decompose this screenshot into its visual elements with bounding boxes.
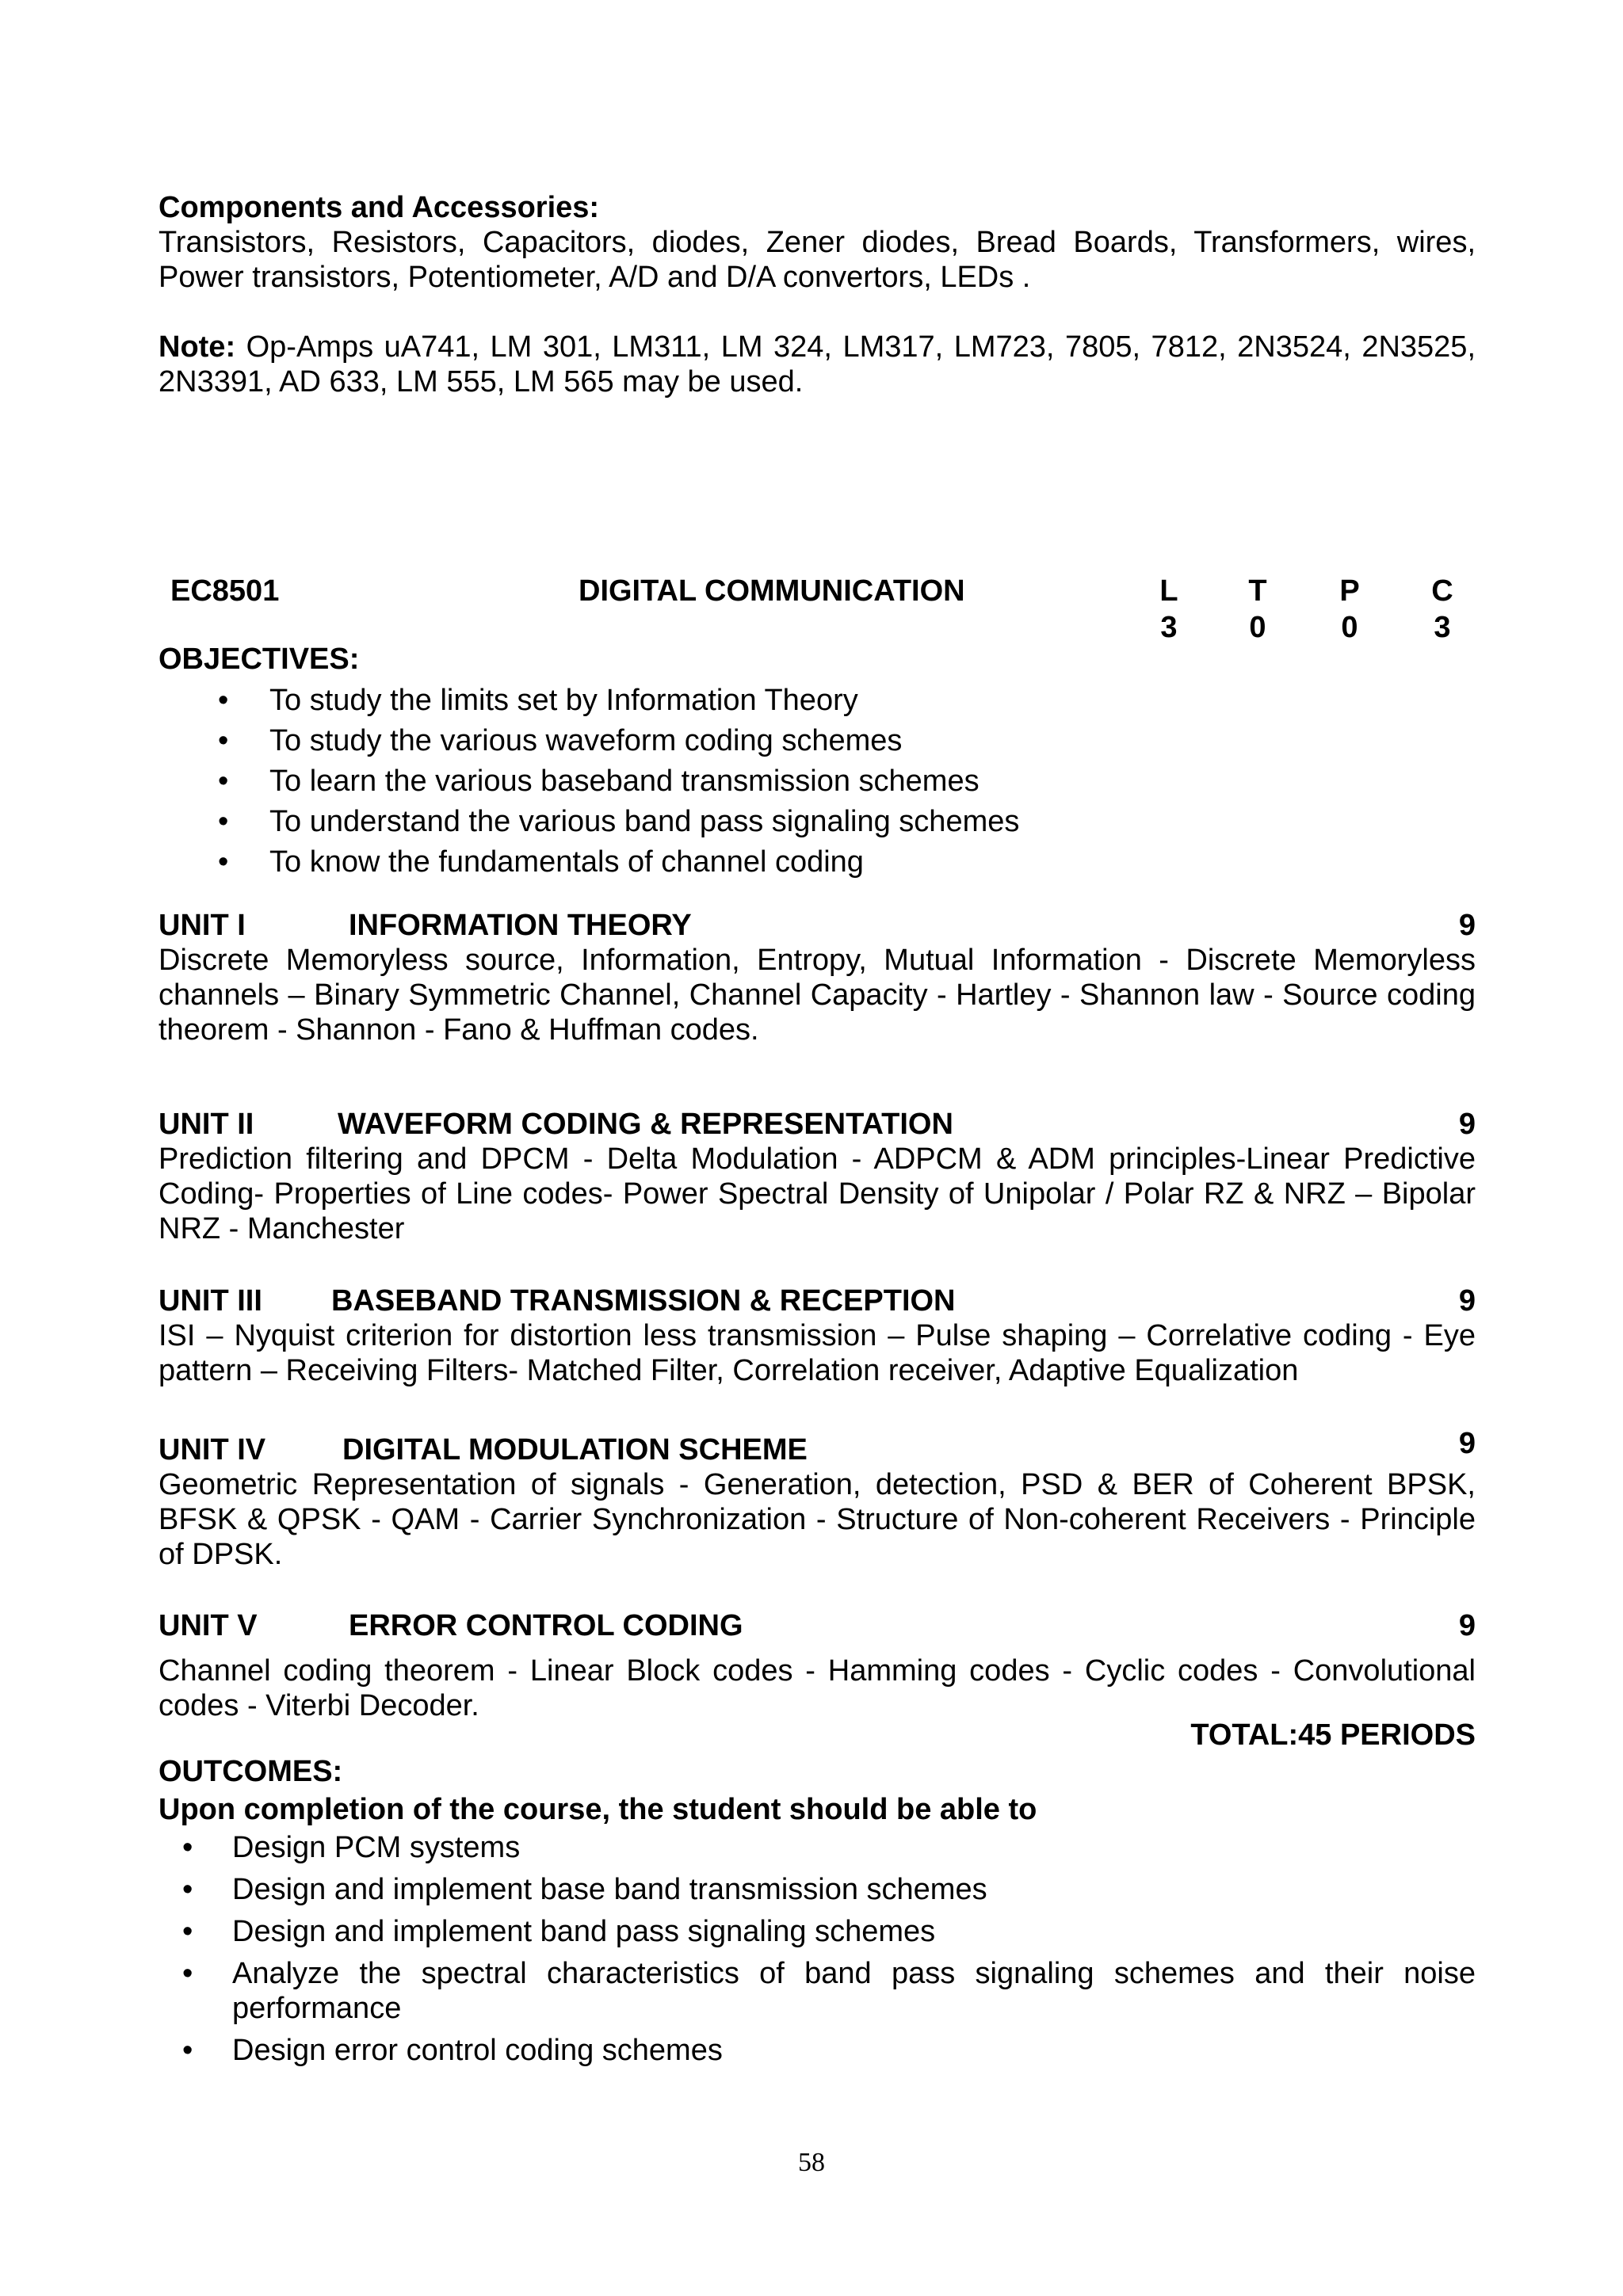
outcome-item: • Design error control coding schemes: [182, 2034, 723, 2067]
unit-number: UNIT III: [158, 1284, 262, 1318]
unit-title: INFORMATION THEORY: [349, 909, 692, 942]
unit-hours: 9: [1458, 1284, 1476, 1318]
objective-item: • To know the fundamentals of channel coding: [218, 845, 864, 879]
bullet-icon: •: [218, 684, 229, 717]
page-number: 58: [798, 2148, 825, 2177]
objective-item: • To learn the various baseband transmission schemes: [218, 765, 980, 798]
bullet-icon: •: [182, 1873, 193, 1906]
course-code: EC8501: [170, 574, 280, 608]
ltpc-value-t: 0: [1249, 611, 1266, 644]
components-section: [158, 190, 1476, 295]
unit-hours: 9: [1458, 1108, 1476, 1141]
unit-number: UNIT V: [158, 1609, 258, 1642]
bullet-icon: •: [182, 2034, 193, 2067]
objective-item: • To understand the various band pass signaling schemes: [218, 805, 1020, 838]
objective-item: • To study the various waveform coding schemes: [218, 724, 903, 757]
ltpc-value-c: 3: [1434, 611, 1451, 644]
ltpc-header-t: T: [1248, 574, 1267, 608]
objectives-list: [158, 683, 1476, 885]
objectives-heading: OBJECTIVES:: [158, 643, 360, 676]
bullet-icon: •: [218, 765, 229, 798]
outcomes-heading: OUTCOMES:: [158, 1755, 343, 1788]
unit-content: Prediction filtering and DPCM - Delta Modulation - ADPCM & ADM principles-Linear Predictive Coding- Properties of Line codes- Power Spectral Density of Unipolar / Polar RZ & NRZ – Bipolar NRZ - Manchester: [158, 1142, 1476, 1245]
components-text: Transistors, Resistors, Capacitors, diodes, Zener diodes, Bread Boards, Transformers, wires, Power transistors, Potentiometer, A/D and D/A convertors, LEDs .: [158, 226, 1476, 294]
bullet-icon: •: [218, 805, 229, 838]
ltpc-value-p: 0: [1341, 611, 1358, 644]
unit-heading: [158, 1426, 1476, 1466]
course-title: DIGITAL COMMUNICATION: [579, 574, 965, 608]
total-periods: TOTAL:45 PERIODS: [1190, 1718, 1476, 1752]
unit-number: UNIT II: [158, 1108, 254, 1141]
unit-number: UNIT I: [158, 909, 246, 942]
unit-section: [158, 1426, 1476, 1572]
note-label: Note:: [158, 330, 236, 364]
unit-heading: [158, 908, 1476, 943]
ltpc-header-c: C: [1431, 574, 1453, 608]
unit-title: ERROR CONTROL CODING: [349, 1609, 743, 1642]
objective-item: • To study the limits set by Information Theory: [218, 684, 858, 717]
unit-content: Discrete Memoryless source, Information, Entropy, Mutual Information - Discrete Memoryless channels – Binary Symmetric Channel, Channel Capacity - Hartley - Shannon law - Source coding theorem - Shannon - Fano & Huffman codes.: [158, 944, 1476, 1047]
unit-number: UNIT IV: [158, 1433, 266, 1466]
bullet-icon: •: [182, 1915, 193, 1948]
outcomes-list: [158, 1830, 1476, 2068]
bullet-icon: •: [218, 845, 229, 879]
outcome-item: • Design PCM systems: [182, 1831, 521, 1864]
unit-title: WAVEFORM CODING & REPRESENTATION: [338, 1108, 953, 1141]
unit-heading: [158, 1608, 1476, 1643]
unit-content: Geometric Representation of signals - Generation, detection, PSD & BER of Coherent BPSK, BFSK & QPSK - QAM - Carrier Synchronization - Structure of Non-coherent Receivers - Principle of DPSK.: [158, 1468, 1476, 1571]
unit-title: BASEBAND TRANSMISSION & RECEPTION: [331, 1284, 956, 1318]
note-section: [158, 330, 1476, 399]
outcomes-subheading: Upon completion of the course, the student should be able to: [158, 1793, 1037, 1826]
outcome-item: • Design and implement base band transmission schemes: [182, 1873, 987, 1906]
unit-section: [158, 908, 1476, 1047]
outcome-item: • Design and implement band pass signaling schemes: [182, 1915, 936, 1948]
unit-content: ISI – Nyquist criterion for distortion less transmission – Pulse shaping – Correlative coding - Eye pattern – Receiving Filters- Matched Filter, Correlation receiver, Adaptive Equalization: [158, 1319, 1476, 1387]
ltpc-header-p: P: [1339, 574, 1360, 608]
unit-content: Channel coding theorem - Linear Block codes - Hamming codes - Cyclic codes - Convolutional codes - Viterbi Decoder.: [158, 1654, 1476, 1722]
unit-heading: [158, 1283, 1476, 1318]
note-text: Op-Amps uA741, LM 301, LM311, LM 324, LM317, LM723, 7805, 7812, 2N3524, 2N3525, 2N3391, AD 633, LM 555, LM 565 may be used.: [158, 330, 1476, 399]
bullet-icon: •: [182, 1957, 193, 1990]
objectives-section: [158, 642, 1476, 885]
unit-section: [158, 1107, 1476, 1246]
outcomes-section: [158, 1754, 1476, 2075]
ltpc-header-l: L: [1159, 574, 1178, 608]
bullet-icon: •: [218, 724, 229, 757]
unit-section: [158, 1608, 1476, 1723]
bullet-icon: •: [182, 1831, 193, 1864]
unit-heading: [158, 1107, 1476, 1142]
ltpc-value-l: 3: [1160, 611, 1178, 644]
components-heading: Components and Accessories:: [158, 191, 600, 224]
unit-hours: 9: [1458, 909, 1476, 942]
unit-hours: 9: [1458, 1427, 1476, 1460]
unit-section: [158, 1283, 1476, 1388]
unit-title: DIGITAL MODULATION SCHEME: [342, 1433, 808, 1466]
outcome-item: • Analyze the spectral characteristics of band pass signaling schemes and their noise performance: [182, 1957, 1476, 2025]
unit-hours: 9: [1458, 1609, 1476, 1642]
